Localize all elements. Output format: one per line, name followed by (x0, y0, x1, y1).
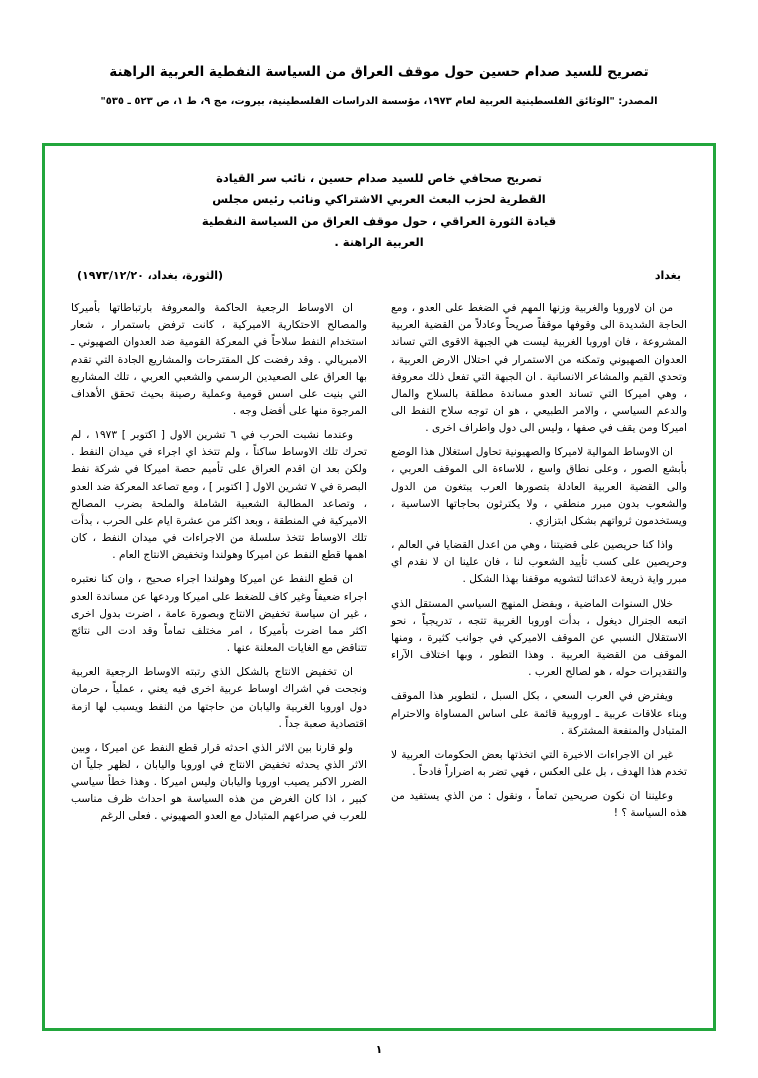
source-citation: المصدر: "الوثائق الفلسطينية العربية لعام ١٩٧٣، مؤسسة الدراسات الفلسطينية، بيروت، مج ٩، ط ١، ص ٥٢٣ ـ ٥٣٥" (100, 96, 658, 108)
dateline (71, 269, 687, 282)
paragraph: ان الاوساط الموالية لاميركا والصهيونية تحاول استغلال هذا الوضع بأبشع الصور ، وعلى نطاق واسع ، للاساءة الى الموقف العربي ، والى القضية العربية العادلة بتصورها العرب يبتغون من الدول والشعوب بدون مبرر منطقي ، ولا يكترثون بحاجاتها الاساسية ، ويستخدمون ثرواتهم بشكل ابتزازي . (391, 446, 687, 527)
document-header (0, 0, 758, 109)
dateline-citation: (الثورة، بغداد، ١٩٧٣/١٢/٢٠) (77, 269, 224, 283)
paragraph: ان الاوساط الرجعية الحاكمة والمعروفة بارتباطاتها بأميركا والمصالح الاحتكارية الاميركية ، كانت ترفض باستمرار ، شعار استخدام النفط سلاحاً في المعركة القومية ضد العدوان الصهيوني ـ الامبريالي . وقد رفضت كل المقترحات والمشاريع الجادة التي تقدم بها العراق على الصعيدين الرسمي والشعبي العربي ، تلك المشاريع التي بنيت على اسس قومية وعملية رصينة بحيث تحقق الأهداف المرجوة منها على أفضل وجه . (71, 302, 367, 417)
paragraph: واذا كنا حريصين على قضيتنا ، وهي من اعدل القضايا في العالم ، وحريصين على كسب تأييد الشعوب لنا ، فان علينا ان لا نقدم اي مبرر واية ذريعة لاعدائنا لتشويه موقفنا بهذا الشكل . (391, 539, 687, 586)
paragraph: ويفترض في العرب السعي ، بكل السبل ، لتطوير هذا الموقف وبناء علاقات عربية ـ اوروبية قائمة على اساس المساواة والاحترام المتبادل والمنفعة المشتركة . (391, 690, 687, 737)
paragraph: وعليننا ان نكون صريحين تماماً ، ونقول : من الذي يستفيد من هذه السياسة ؟ ! (391, 790, 687, 820)
paragraph: ولو قارنا بين الاثر الذي احدثه قرار قطع النفط عن اميركا ، وبين الاثر الذي يحدثه تخفيض الانتاج في اوروبا واليابان ، لظهر جلياً ان الضرر الاكبر يصيب اوروبا واليابان وليس اميركا . وهذا خطأ سياسي كبير ، اذا كان الغرض من هذه السياسة هو احداث ظرف مناسب للعرب في صراعهم المتبادل مع العدو الصهيوني . فعلى الرغم (71, 741, 367, 823)
column-left (391, 300, 687, 833)
intro-paragraph: تصريح صحافي خاص للسيد صدام حسين ، نائب سر القيادة القطرية لحزب البعث العربي الاشتراكي ونائب رئيس مجلس قيادة الثورة العراقي ، حول موقف العراق من السياسة النفطية العربية الراهنة . (201, 171, 557, 249)
paragraph: وعندما نشبت الحرب في ٦ تشرين الاول [ اكتوبر ] ١٩٧٣ ، لم تحرك تلك الاوساط ساكناً ، ولم تتخذ اي اجراء في ميدان النفط . ولكن بعد ان اقدم العراق على تأميم حصة اميركا في شركة نفط البصرة في ٧ تشرين الاول [ اكتوبر ] ، ومع تصاعد المعركة ضد العدو ، وتصاعد المطالبة الشعبية الشاملة والملحة بضرب المصالح الاميركية في المنطقة ، وبعد اكثر من عشرة ايام على الحرب ، بدأت تلك الاوساط تتخذ سلسلة من الاجراءات في ميدان النفط ، كان اهمها قطع النفط عن اميركا وهولندا وتخفيض الانتاج العام . (71, 429, 367, 562)
paragraph: من ان لاوروبا والغربية وزنها المهم في الضغط على العدو ، ومع الحاجة الشديدة الى وقوفها موقفاً صريحاً وعادلاً من القضية العربية المشروعة ، فان اوروبا الغربية ليست هي الجبهة الاقوى التي تساند العدوان الصهيوني وتمكنه من الاستمرار في احتلال الارض العربية ، وتحدي القيم والمشاعر الانسانية . ان الجبهة التي تفعل ذلك معروفة ، وهي اميركا التي تساند العدو مساندة مطلقة بالسلاح والمال والدعم السياسي ، والامر الطبيعي ، هو ان توجه سلاح النفط الى اميركا ومن يقف في صفها ، وليس الى دول واطراف اخرى . (391, 302, 687, 435)
paragraph: ان تخفيض الانتاج بالشكل الذي رتبته الاوساط الرجعية العربية ونجحت في اشراك اوساط عربية اخرى فيه يعني ، عملياً ، حرمان دول اوروبا الغربية واليابان من حاجتها من النفط ويسبب لها ازمة اقتصادية صعبة جداً . (71, 666, 367, 730)
page-number: ١ (375, 1043, 383, 1056)
paragraph: ان قطع النفط عن اميركا وهولندا اجراء صحيح ، وان كنا نعتبره اجراء ضعيفاً وغير كاف للضغط على اميركا وردعها عن مساندة العدو ، غير ان سياسة تخفيض الانتاج وبصورة عامة ، اضرت بدول اخرى اكثر مما اضرت بأميركا ، امر مختلف تماماً وقد ادت الى نتائج تتناقض مع الغايات المعلنة عنها . (71, 573, 367, 655)
content-frame-inner (45, 146, 713, 1028)
paragraph: خلال السنوات الماضية ، وبفضل المنهج السياسي المستقل الذي اتبعه الجنرال ديغول ، بدأت اوروبا الغربية تتجه ، تدريجياً ، نحو الاستقلال النسبي عن الموقف الاميركي في جوانب كثيرة ، ومنها الموقف من القضية العربية . وهذا التطور ، وبها اختلاف الآراء والتقديرات حوله ، هو لصالح العرب . (391, 597, 687, 679)
text-columns (71, 300, 687, 833)
paragraph: غير ان الاجراءات الاخيرة التي اتخذتها بعض الحكومات العربية لا تخدم هذا الهدف ، بل على العكس ، فهي تضر به اضراراً فادحاً . (391, 748, 687, 778)
column-right (71, 300, 367, 833)
page-title: تصريح للسيد صدام حسين حول موقف العراق من السياسة النفطية العربية الراهنة (109, 64, 649, 80)
dateline-place: بغداد (654, 269, 681, 283)
content-frame (42, 143, 716, 1031)
